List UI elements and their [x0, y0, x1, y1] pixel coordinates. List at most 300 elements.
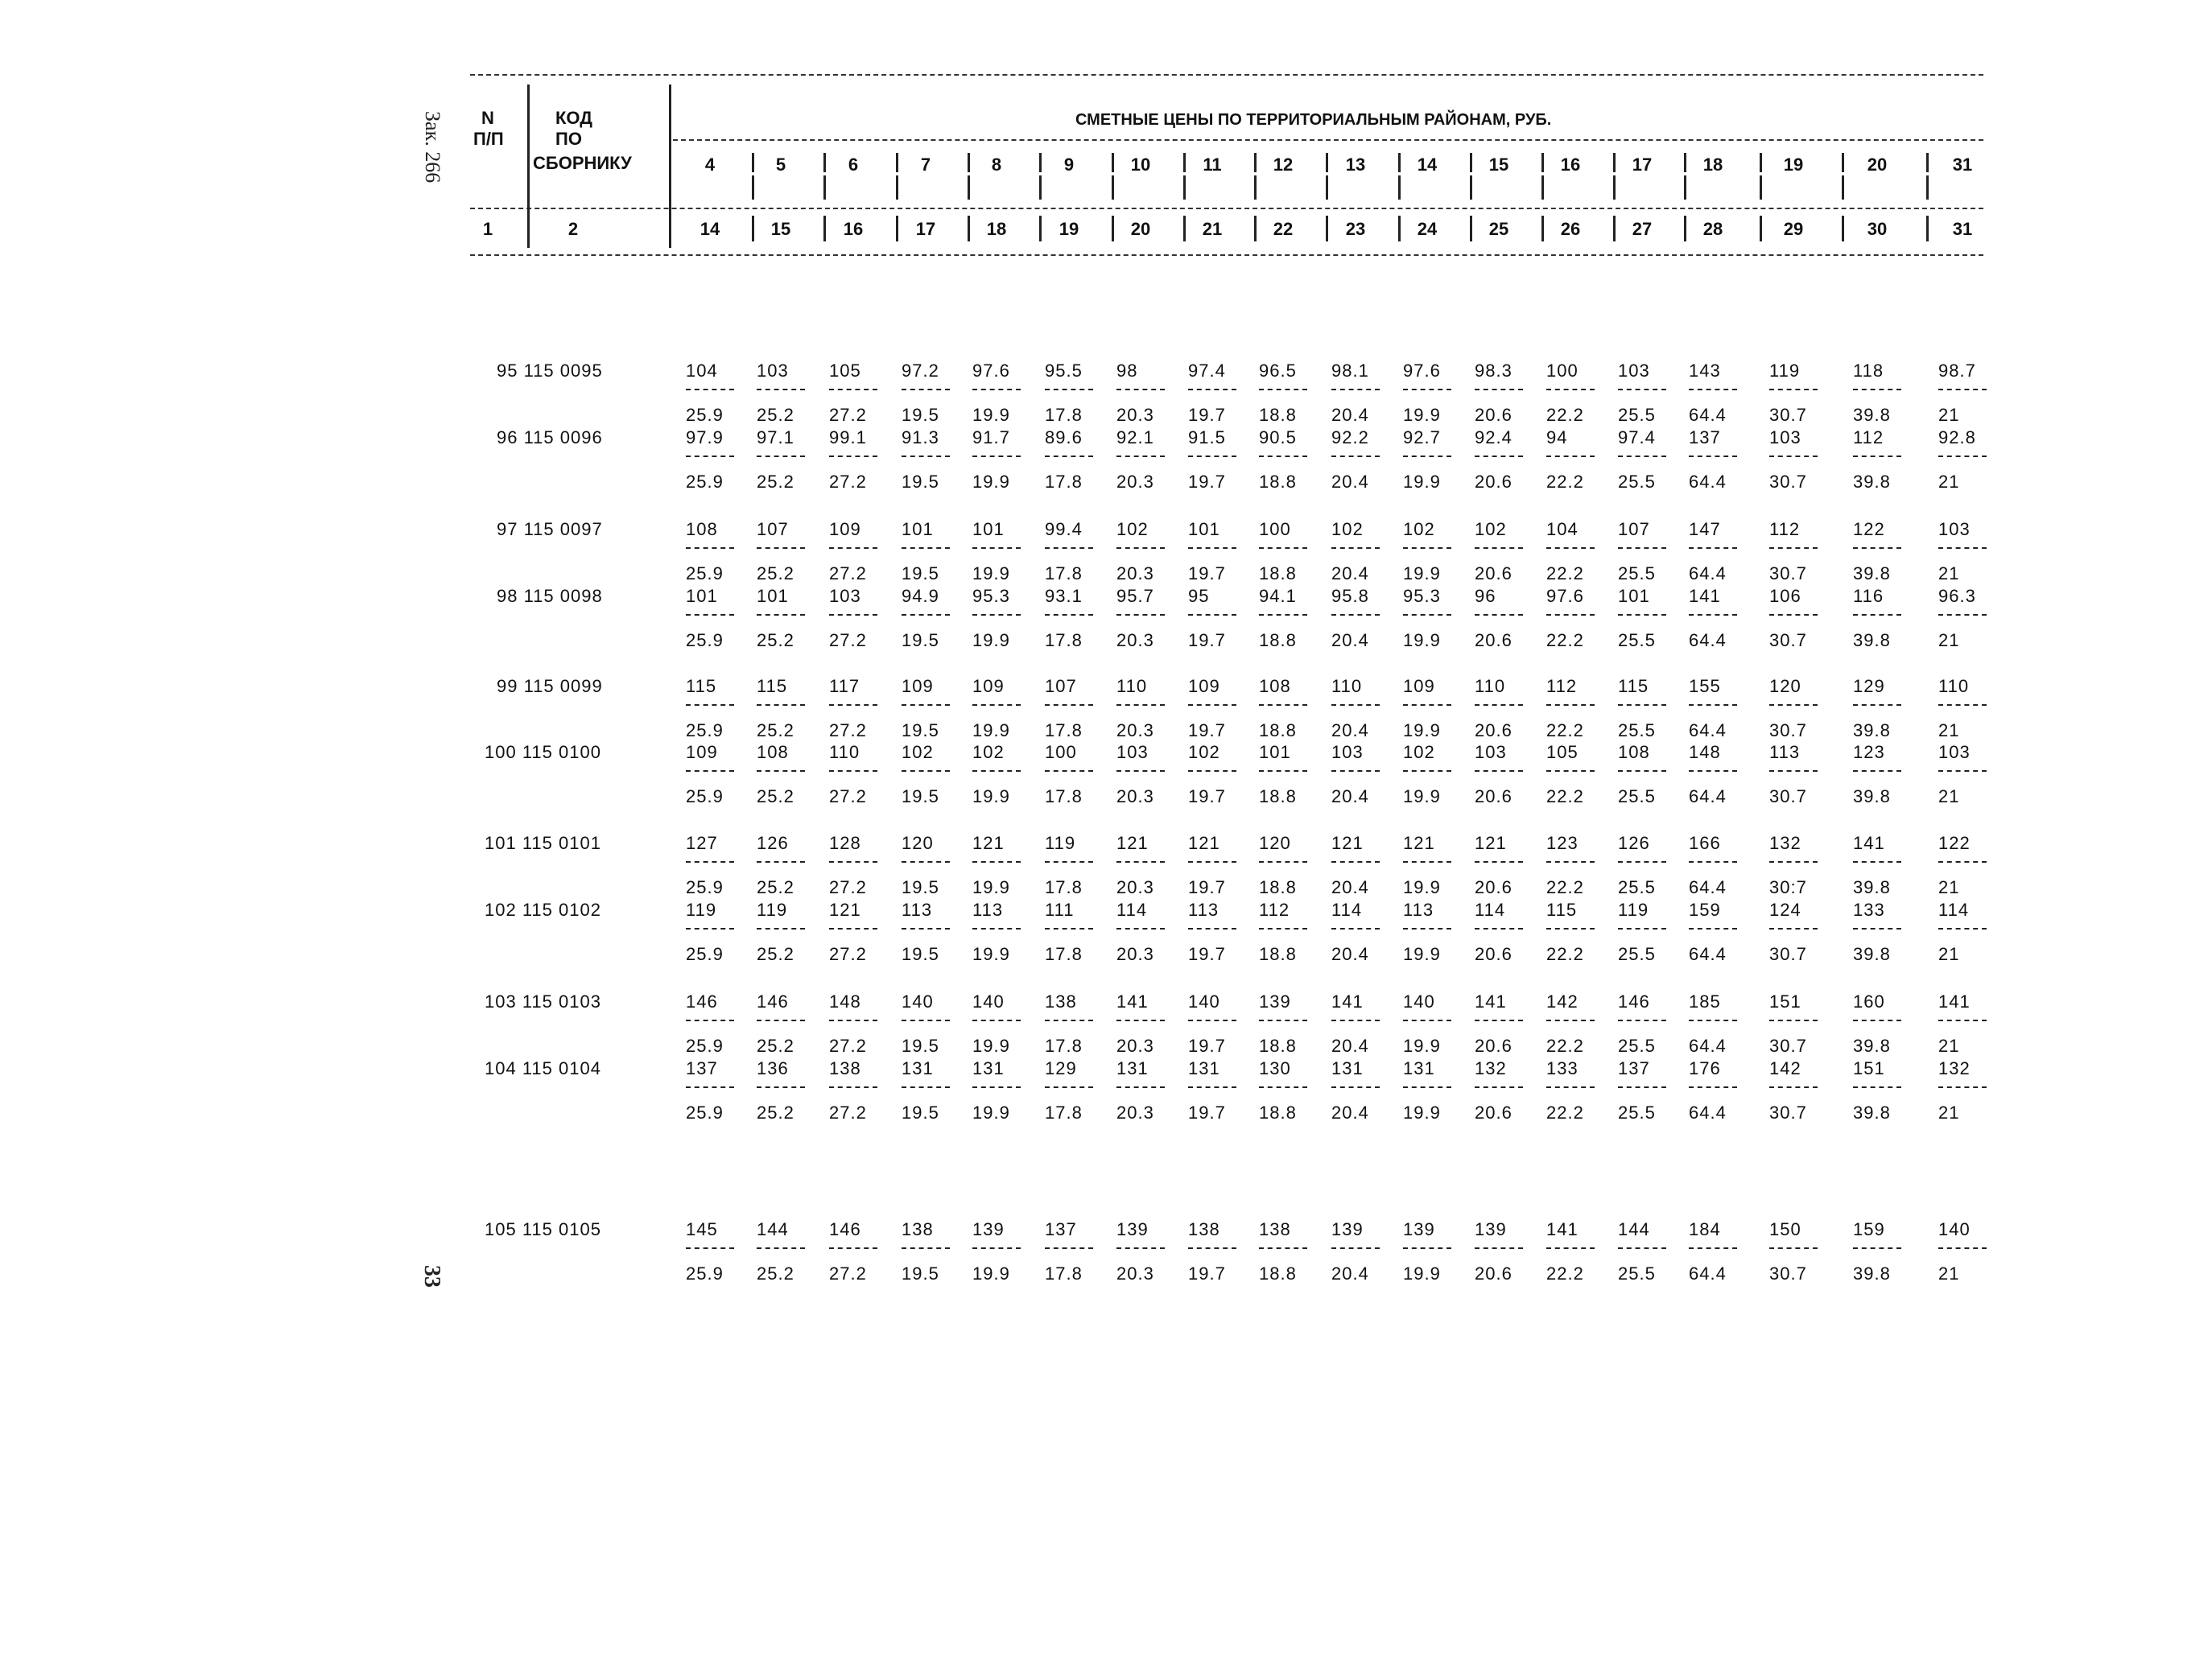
fraction-line: [902, 1086, 950, 1088]
price-numerator: 111: [1045, 900, 1075, 920]
fraction-line: [902, 770, 950, 772]
price-numerator: 97.6: [1403, 361, 1441, 381]
price-denominator: 19.7: [1188, 405, 1226, 425]
fraction-line: [1546, 928, 1595, 930]
price-denominator: 17.8: [1045, 720, 1083, 740]
price-denominator: 22.2: [1546, 563, 1584, 583]
column-divider: [1760, 175, 1762, 200]
price-numerator: 139: [1475, 1219, 1507, 1239]
price-numerator: 131: [1116, 1058, 1149, 1078]
price-denominator: 20.3: [1116, 786, 1154, 806]
price-denominator: 18.8: [1259, 630, 1297, 650]
price-numerator: 112: [1259, 900, 1290, 920]
fraction-line: [1618, 1020, 1666, 1021]
price-denominator: 18.8: [1259, 786, 1297, 806]
side-reference: Зак. 266: [421, 111, 444, 183]
column-divider: [1398, 175, 1401, 200]
column-divider: [1926, 175, 1929, 200]
fraction-line: [1769, 456, 1818, 457]
price-numerator: 137: [1618, 1058, 1650, 1078]
district-number: 4: [704, 155, 716, 175]
fraction-line: [1618, 861, 1666, 863]
price-numerator: 115: [1618, 676, 1649, 696]
price-denominator: 64.4: [1689, 720, 1727, 740]
district-number: 6: [848, 155, 859, 175]
price-numerator: 151: [1769, 991, 1801, 1012]
price-denominator: 20.4: [1331, 630, 1369, 650]
price-numerator: 141: [1938, 991, 1971, 1012]
fraction-line: [1769, 1086, 1818, 1088]
column-divider: [1470, 153, 1472, 172]
price-denominator: 19.5: [902, 630, 939, 650]
price-numerator: 141: [1331, 991, 1364, 1012]
price-denominator: 64.4: [1689, 630, 1727, 650]
fraction-line: [1188, 456, 1236, 457]
price-numerator: 140: [972, 991, 1005, 1012]
price-denominator: 19.9: [1403, 1036, 1441, 1056]
fraction-line: [829, 861, 877, 863]
fraction-line: [686, 928, 734, 930]
price-numerator: 144: [757, 1219, 789, 1239]
column-divider: [896, 216, 898, 241]
fraction-line: [757, 547, 805, 549]
fraction-line: [1853, 770, 1901, 772]
fraction-line: [1546, 861, 1595, 863]
price-denominator: 22.2: [1546, 786, 1584, 806]
price-denominator: 19.7: [1188, 1103, 1226, 1123]
price-numerator: 98: [1116, 361, 1138, 381]
price-numerator: 110: [1938, 676, 1970, 696]
column-divider: [1613, 175, 1616, 200]
fraction-line: [829, 614, 877, 616]
price-denominator: 27.2: [829, 1036, 867, 1056]
price-denominator: 18.8: [1259, 1036, 1297, 1056]
price-denominator: 20.3: [1116, 405, 1154, 425]
price-numerator: 115: [686, 676, 717, 696]
fraction-line: [829, 456, 877, 457]
price-denominator: 20.6: [1475, 1036, 1512, 1056]
fraction-line: [972, 547, 1021, 549]
fraction-line: [1938, 1020, 1987, 1021]
price-numerator: 130: [1259, 1058, 1291, 1078]
price-numerator: 114: [1475, 900, 1506, 920]
price-denominator: 25.5: [1618, 720, 1656, 740]
column-divider: [1039, 175, 1042, 200]
fraction-line: [1331, 1086, 1380, 1088]
fraction-line: [1689, 547, 1737, 549]
fraction-line: [1689, 1020, 1737, 1021]
district-number: 10: [1130, 155, 1151, 175]
fraction-line: [1403, 861, 1451, 863]
price-numerator: 137: [1689, 427, 1721, 447]
fraction-line: [1116, 614, 1165, 616]
price-numerator: 114: [1331, 900, 1363, 920]
price-denominator: 25.5: [1618, 472, 1656, 492]
fraction-line: [757, 456, 805, 457]
price-denominator: 39.8: [1853, 1036, 1891, 1056]
price-denominator: 20.4: [1331, 1263, 1369, 1284]
price-denominator: 19.7: [1188, 786, 1226, 806]
column-divider: [1326, 175, 1328, 200]
fraction-line: [1769, 861, 1818, 863]
column-number: 27: [1632, 219, 1653, 239]
fraction-line: [1938, 861, 1987, 863]
column-divider: [1760, 153, 1762, 172]
price-numerator: 94: [1546, 427, 1568, 447]
price-denominator: 19.9: [972, 877, 1010, 897]
price-denominator: 19.9: [1403, 405, 1441, 425]
fraction-line: [1045, 1247, 1093, 1249]
fraction-line: [1188, 861, 1236, 863]
column-divider: [1183, 175, 1186, 200]
price-numerator: 92.1: [1116, 427, 1154, 447]
fraction-line: [1769, 704, 1818, 706]
price-denominator: 22.2: [1546, 877, 1584, 897]
price-denominator: 19.7: [1188, 944, 1226, 964]
fraction-line: [1853, 861, 1901, 863]
district-number: 7: [920, 155, 931, 175]
column-divider: [1398, 153, 1401, 172]
row-label: 99 115 0099: [497, 676, 603, 696]
col-number-2: 2: [567, 219, 579, 239]
fraction-line: [1045, 861, 1093, 863]
fraction-line: [1331, 1020, 1380, 1021]
price-denominator: 20.3: [1116, 877, 1154, 897]
fraction-line: [1116, 770, 1165, 772]
price-denominator: 17.8: [1045, 472, 1083, 492]
price-denominator: 21: [1938, 405, 1960, 425]
fraction-line: [1403, 547, 1451, 549]
fraction-line: [1853, 547, 1901, 549]
fraction-line: [1853, 1086, 1901, 1088]
fraction-line: [1259, 614, 1307, 616]
column-number: 22: [1273, 219, 1294, 239]
price-numerator: 141: [1853, 833, 1885, 853]
price-denominator: 22.2: [1546, 1103, 1584, 1123]
price-numerator: 108: [1259, 676, 1291, 696]
price-numerator: 103: [1769, 427, 1801, 447]
price-numerator: 131: [1331, 1058, 1364, 1078]
price-denominator: 64.4: [1689, 786, 1727, 806]
fraction-line: [1769, 547, 1818, 549]
price-denominator: 22.2: [1546, 1036, 1584, 1056]
price-numerator: 128: [829, 833, 861, 853]
price-denominator: 30.7: [1769, 630, 1807, 650]
price-numerator: 98.1: [1331, 361, 1369, 381]
price-denominator: 19.9: [972, 1103, 1010, 1123]
price-numerator: 140: [902, 991, 934, 1012]
fraction-line: [972, 614, 1021, 616]
price-denominator: 19.5: [902, 1036, 939, 1056]
fraction-line: [1475, 1086, 1523, 1088]
fraction-line: [829, 928, 877, 930]
price-denominator: 25.9: [686, 405, 724, 425]
price-numerator: 93.1: [1045, 586, 1083, 606]
price-numerator: 146: [1618, 991, 1650, 1012]
price-numerator: 136: [757, 1058, 789, 1078]
price-numerator: 97.2: [902, 361, 939, 381]
price-denominator: 25.5: [1618, 1036, 1656, 1056]
fraction-line: [1475, 614, 1523, 616]
fraction-line: [1331, 770, 1380, 772]
price-numerator: 103: [1618, 361, 1650, 381]
fraction-line: [1259, 704, 1307, 706]
fraction-line: [1938, 456, 1987, 457]
price-numerator: 101: [902, 519, 934, 539]
fraction-line: [1259, 389, 1307, 390]
price-numerator: 113: [902, 900, 933, 920]
price-numerator: 140: [1938, 1219, 1971, 1239]
price-numerator: 184: [1689, 1219, 1721, 1239]
price-denominator: 20.4: [1331, 720, 1369, 740]
header-code-label: КОД: [555, 108, 592, 128]
price-denominator: 19.5: [902, 720, 939, 740]
price-numerator: 119: [1045, 833, 1076, 853]
fraction-line: [1116, 1086, 1165, 1088]
price-denominator: 19.9: [972, 405, 1010, 425]
price-numerator: 131: [1403, 1058, 1435, 1078]
price-denominator: 17.8: [1045, 1103, 1083, 1123]
price-denominator: 18.8: [1259, 405, 1297, 425]
fraction-line: [1546, 614, 1595, 616]
fraction-line: [1475, 928, 1523, 930]
price-denominator: 19.9: [972, 720, 1010, 740]
fraction-line: [972, 770, 1021, 772]
price-numerator: 101: [686, 586, 718, 606]
price-denominator: 19.5: [902, 944, 939, 964]
header-mid-rule: [470, 208, 1983, 209]
price-denominator: 20.3: [1116, 1103, 1154, 1123]
column-divider: [1541, 175, 1544, 200]
price-numerator: 122: [1938, 833, 1971, 853]
price-numerator: 109: [686, 742, 718, 762]
price-denominator: 25.2: [757, 405, 794, 425]
price-numerator: 100: [1259, 519, 1291, 539]
header-divider: [669, 85, 671, 248]
fraction-line: [1259, 547, 1307, 549]
column-number: 14: [700, 219, 720, 239]
column-number: 28: [1702, 219, 1723, 239]
price-denominator: 19.9: [972, 472, 1010, 492]
fraction-line: [902, 1247, 950, 1249]
fraction-line: [1045, 389, 1093, 390]
price-denominator: 39.8: [1853, 405, 1891, 425]
price-numerator: 92.2: [1331, 427, 1369, 447]
fraction-line: [902, 456, 950, 457]
price-numerator: 90.5: [1259, 427, 1297, 447]
fraction-line: [686, 1086, 734, 1088]
column-divider: [1183, 216, 1186, 241]
column-divider: [1684, 216, 1686, 241]
price-denominator: 22.2: [1546, 1263, 1584, 1284]
price-numerator: 103: [1331, 742, 1364, 762]
district-number: 8: [991, 155, 1002, 175]
fraction-line: [1259, 456, 1307, 457]
column-divider: [1254, 216, 1257, 241]
price-numerator: 148: [1689, 742, 1721, 762]
fraction-line: [686, 770, 734, 772]
fraction-line: [1689, 704, 1737, 706]
row-label: 100 115 0100: [485, 742, 601, 762]
fraction-line: [829, 770, 877, 772]
fraction-line: [1188, 770, 1236, 772]
fraction-line: [1475, 704, 1523, 706]
fraction-line: [1938, 389, 1987, 390]
column-divider: [1470, 175, 1472, 200]
column-divider: [1684, 153, 1686, 172]
fraction-line: [972, 389, 1021, 390]
fraction-line: [1769, 770, 1818, 772]
fraction-line: [1259, 1086, 1307, 1088]
price-denominator: 18.8: [1259, 944, 1297, 964]
column-divider: [1470, 216, 1472, 241]
price-denominator: 27.2: [829, 630, 867, 650]
price-numerator: 113: [1403, 900, 1434, 920]
price-denominator: 20.6: [1475, 405, 1512, 425]
price-numerator: 97.4: [1188, 361, 1226, 381]
price-numerator: 97.6: [1546, 586, 1584, 606]
fraction-line: [1116, 547, 1165, 549]
price-numerator: 102: [1475, 519, 1507, 539]
fraction-line: [1331, 389, 1380, 390]
price-numerator: 97.4: [1618, 427, 1656, 447]
price-numerator: 96.3: [1938, 586, 1976, 606]
price-numerator: 138: [1045, 991, 1077, 1012]
row-label: 95 115 0095: [497, 361, 603, 381]
price-numerator: 102: [1403, 742, 1435, 762]
price-denominator: 30.7: [1769, 563, 1807, 583]
fraction-line: [1116, 928, 1165, 930]
fraction-line: [1475, 389, 1523, 390]
price-denominator: 25.9: [686, 1103, 724, 1123]
price-numerator: 146: [757, 991, 789, 1012]
price-numerator: 105: [829, 361, 861, 381]
price-numerator: 120: [902, 833, 934, 853]
price-numerator: 139: [1116, 1219, 1149, 1239]
price-denominator: 30.7: [1769, 1036, 1807, 1056]
price-denominator: 39.8: [1853, 720, 1891, 740]
fraction-line: [1045, 1020, 1093, 1021]
price-denominator: 19.7: [1188, 1036, 1226, 1056]
price-denominator: 21: [1938, 944, 1960, 964]
fraction-line: [1618, 614, 1666, 616]
column-divider: [752, 216, 754, 241]
fraction-line: [686, 614, 734, 616]
price-denominator: 20.4: [1331, 1103, 1369, 1123]
price-denominator: 25.9: [686, 786, 724, 806]
column-number: 24: [1417, 219, 1438, 239]
price-denominator: 30.7: [1769, 1103, 1807, 1123]
price-denominator: 22.2: [1546, 405, 1584, 425]
price-denominator: 27.2: [829, 563, 867, 583]
price-numerator: 127: [686, 833, 718, 853]
price-numerator: 95.3: [972, 586, 1010, 606]
price-numerator: 159: [1689, 900, 1721, 920]
price-numerator: 140: [1188, 991, 1220, 1012]
row-label: 103 115 0103: [485, 991, 601, 1012]
header-title-rule: [673, 139, 1983, 141]
column-divider: [896, 153, 898, 172]
price-numerator: 138: [829, 1058, 861, 1078]
price-numerator: 115: [1546, 900, 1578, 920]
price-numerator: 95.7: [1116, 586, 1154, 606]
price-denominator: 20.4: [1331, 405, 1369, 425]
price-numerator: 132: [1475, 1058, 1507, 1078]
fraction-line: [1045, 614, 1093, 616]
row-label: 96 115 0096: [497, 427, 603, 447]
price-denominator: 22.2: [1546, 630, 1584, 650]
fraction-line: [1403, 456, 1451, 457]
price-numerator: 98.3: [1475, 361, 1512, 381]
fraction-line: [1618, 1247, 1666, 1249]
column-divider: [1760, 216, 1762, 241]
page-number: 33: [419, 1265, 444, 1288]
price-denominator: 64.4: [1689, 563, 1727, 583]
price-numerator: 132: [1769, 833, 1801, 853]
price-denominator: 17.8: [1045, 1036, 1083, 1056]
price-denominator: 19.9: [1403, 563, 1441, 583]
price-numerator: 141: [1116, 991, 1149, 1012]
price-denominator: 25.9: [686, 720, 724, 740]
district-number: 16: [1560, 155, 1581, 175]
price-denominator: 27.2: [829, 877, 867, 897]
column-divider: [1842, 175, 1844, 200]
column-divider: [1039, 153, 1042, 172]
price-numerator: 121: [1331, 833, 1364, 853]
price-numerator: 103: [1938, 519, 1971, 539]
price-denominator: 39.8: [1853, 877, 1891, 897]
price-denominator: 19.5: [902, 877, 939, 897]
price-numerator: 142: [1546, 991, 1579, 1012]
header-n-label2: П/П: [473, 129, 504, 149]
price-numerator: 91.7: [972, 427, 1010, 447]
price-numerator: 103: [829, 586, 861, 606]
price-numerator: 92.4: [1475, 427, 1512, 447]
fraction-line: [686, 547, 734, 549]
price-denominator: 30.7: [1769, 786, 1807, 806]
fraction-line: [1259, 861, 1307, 863]
price-numerator: 113: [972, 900, 1004, 920]
price-numerator: 121: [829, 900, 861, 920]
price-numerator: 150: [1769, 1219, 1801, 1239]
price-denominator: 21: [1938, 472, 1960, 492]
price-numerator: 100: [1045, 742, 1077, 762]
price-numerator: 139: [1259, 991, 1291, 1012]
price-numerator: 101: [1188, 519, 1220, 539]
price-numerator: 97.9: [686, 427, 724, 447]
price-numerator: 146: [829, 1219, 861, 1239]
price-numerator: 96: [1475, 586, 1496, 606]
fraction-line: [1618, 770, 1666, 772]
column-number: 17: [915, 219, 936, 239]
price-denominator: 19.7: [1188, 630, 1226, 650]
district-number: 15: [1488, 155, 1509, 175]
price-denominator: 20.6: [1475, 720, 1512, 740]
header-code-label2: ПО: [555, 129, 582, 149]
price-numerator: 101: [757, 586, 789, 606]
fraction-line: [902, 547, 950, 549]
fraction-line: [1546, 1086, 1595, 1088]
fraction-line: [829, 389, 877, 390]
price-denominator: 39.8: [1853, 944, 1891, 964]
price-numerator: 120: [1769, 676, 1801, 696]
fraction-line: [686, 861, 734, 863]
fraction-line: [1475, 1020, 1523, 1021]
price-numerator: 103: [1475, 742, 1507, 762]
column-divider: [1613, 216, 1616, 241]
price-numerator: 94.9: [902, 586, 939, 606]
fraction-line: [1475, 770, 1523, 772]
